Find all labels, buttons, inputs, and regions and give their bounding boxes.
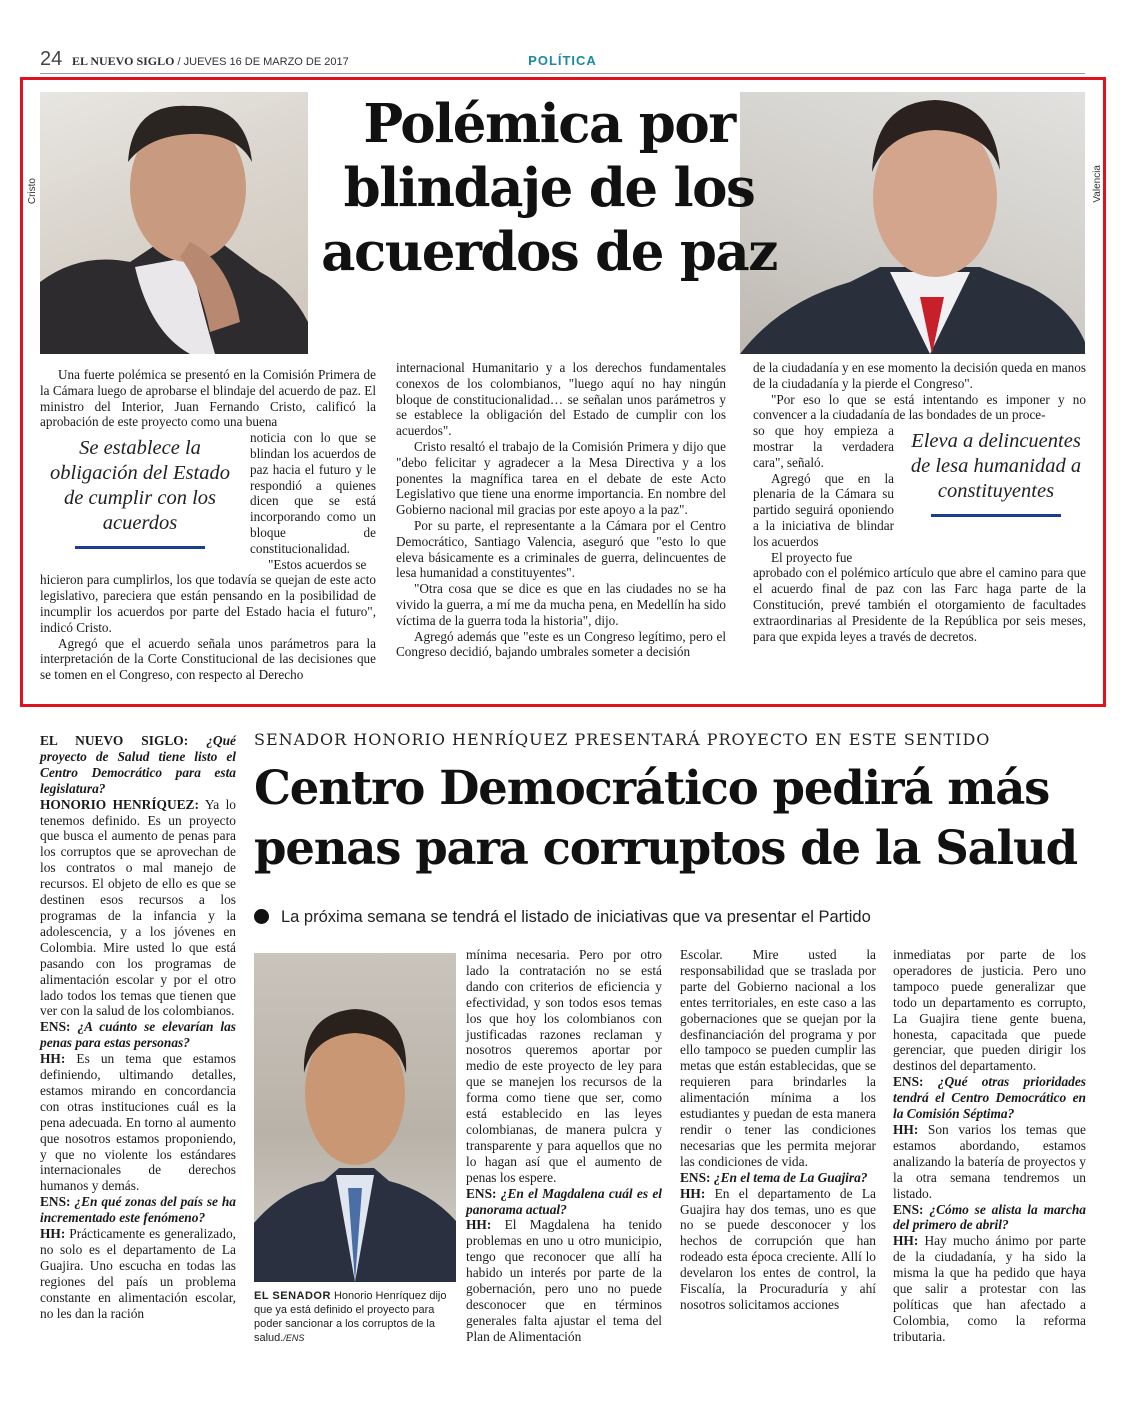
speaker-label: ENS:	[680, 1169, 711, 1185]
answer	[40, 1226, 236, 1321]
publication-name: EL NUEVO SIGLO	[72, 54, 175, 68]
answer	[680, 1186, 876, 1313]
answer: mínima necesaria. Pero por otro lado la contratación no se está dando con criterios de eficiencia y efectividad, y son todos esos temas los que hoy los colombianos con justificadas razones reclaman y nosotros queremos aportar por medio de este proyecto de ley para que se manejen los recursos de la forma como tiene que ser, como está establecido en las leyes colombianas, de manera pulcra y transparente y para aquellos que no lo hagan así que el aumento de penas los espere.	[466, 947, 662, 1185]
question-text: ¿Cómo se alista la marcha del primero de abril?	[893, 1201, 1086, 1233]
subhead-text: La próxima semana se tendrá el listado de iniciativas que va presentar el Partido	[281, 908, 871, 926]
caption-credit: /ENS	[283, 1333, 305, 1343]
answer-text: El Magdalena ha tenido problemas en uno u otro municipio, tengo que reconocer que allí ha habido un interés por parte de la gobernación, pero uno no puede desconocer que en términos generales falta ajustar el tema del Plan de Alimentación	[466, 1217, 662, 1344]
article-2-kicker: SENADOR HONORIO HENRÍQUEZ PRESENTARÁ PROYECTO EN ESTE SENTIDO	[254, 730, 991, 749]
pull-quote-right: Eleva a delincuentes de lesa humanidad a constituyentes	[906, 429, 1086, 517]
speaker-label: HH:	[40, 1226, 66, 1242]
answer	[40, 797, 236, 1020]
paragraph: internacional Humanitario y a los derechos fundamentales conexos de los colombianos, "luego aquí no hay ningún bloque de constitucionalidad… se señalan unos parámetros y se establece la obligación del Estado de cumplir con los acuerdos".	[396, 360, 726, 439]
speaker-label: EL NUEVO SIGLO:	[40, 733, 189, 748]
question-text: ¿Qué proyecto de Salud tiene listo el Centro Democrático para esta legislatura?	[40, 733, 236, 796]
article-2-column-2	[466, 947, 662, 1345]
cristo-photo	[40, 92, 308, 354]
paragraph: "Otra cosa que se dice es que en las ciudades no se ha vivido la guerra, a mí me da mucha pena, en Medellín ha sido víctima de la guerra toda la historia", dijo.	[396, 581, 726, 628]
valencia-photo	[740, 92, 1085, 354]
valencia-photo-credit: Valencia	[1092, 165, 1103, 203]
paragraph-wrap: so que hoy empieza a mostrar la verdadera cara", señaló.	[753, 423, 894, 470]
paragraph-wrap: El proyecto fue	[771, 549, 853, 565]
bullet-icon	[254, 909, 269, 924]
speaker-label: HH:	[893, 1121, 919, 1137]
paragraph-wrap: "Estos acuerdos se	[268, 556, 367, 572]
answer-text: Es un tema que estamos definiendo, ultimando detalles, estamos mirando en concordancia con otras instituciones cuál es la pena adecuada. En torno al aumento que nosotros estamos proponiendo, y que no violente los estándares internacionales de derechos humanos y demás.	[40, 1051, 236, 1194]
section-label: POLÍTICA	[528, 53, 597, 68]
paragraph: Una fuerte polémica se presentó en la Comisión Primera de la Cámara luego de aprobarse el blindaje del acuerdo de paz. El ministro del Interior, Juan Fernando Cristo, calificó la aprobación de este proyecto como una buena	[40, 367, 376, 430]
paragraph: Agregó además que "este es un Congreso legítimo, pero el Congreso decidió, bajando umbrales someter a decisión	[396, 628, 726, 660]
speaker-label: ENS:	[893, 1074, 924, 1090]
article-1-column-1	[40, 367, 376, 683]
article-2-subhead	[254, 908, 1114, 927]
answer	[893, 1122, 1086, 1202]
question	[680, 1170, 876, 1186]
article-2-column-4	[893, 947, 1086, 1345]
question-text: ¿En qué zonas del país se ha incrementado este fenómeno?	[40, 1194, 236, 1226]
pull-quote-left: Se establece la obligación del Estado de cumplir con los acuerdos	[40, 436, 240, 549]
answer: inmediatas por parte de los operadores de justicia. Pero uno tampoco puede generalizar que todo un departamento es corrupto, La Guajira tiene gente buena, honesta, capacitada que puede gerenciar, que pueden dirigir los destinos del departamento.	[893, 947, 1086, 1074]
question-text: ¿A cuánto se elevarían las penas para estas personas?	[40, 1019, 237, 1051]
question-text: ¿Qué otras prioridades tendrá el Centro Democrático en la Comisión Séptima?	[893, 1074, 1086, 1122]
answer-text: Hay mucho ánimo por parte de la ciudadanía, y ha sido la misma la que ha pedido que haya que salir a protestar con las políticas que han afectado a Colombia, como la reforma tributaria.	[893, 1233, 1086, 1344]
speaker-label: ENS:	[466, 1185, 497, 1201]
publication-date: / JUEVES 16 DE MARZO DE 2017	[177, 56, 349, 68]
answer-text: Ya lo tenemos definido. Es un proyecto que busca el aumento de penas para los corruptos que se aprovechan de los contratos o mal manejo de recursos. El objeto de ello es que se destinen esos recursos a los programas de la infancia y la adolescencia, y a los jóvenes en Colombia. Mire usted lo que está pasando con los programas de alimentación escolar y por el otro lado todos los temas que tienen que ver con la salud de los colombianos.	[40, 796, 236, 1019]
paragraph-wrap: noticia con lo que se blindan los acuerdos de paz hacia el futuro y le respondió a quienes dicen que se está incorporando como un bloque de constitucionalidad.	[250, 430, 376, 556]
caption-text: Honorio Henríquez dijo que ya está definido el proyecto para poder sancionar a los corruptos de la salud.	[254, 1290, 447, 1344]
question	[40, 733, 236, 797]
answer	[40, 1051, 236, 1194]
speaker-label: HH:	[466, 1217, 492, 1233]
paragraph: "Por eso lo que se está intentando es imponer y no convencer a la ciudadanía de las bondades de un proce-	[753, 391, 1086, 423]
question	[40, 1194, 236, 1226]
speaker-label: HH:	[893, 1233, 919, 1249]
paragraph: hicieron para cumplirlos, los que todavía se quejan de este acto legislativo, pareciera que están pensando en la posibilidad de incumplir los acuerdos por parte del Estado hacia el futuro", indicó Cristo.	[40, 572, 376, 635]
question-text: ¿En el tema de La Guajira?	[713, 1169, 868, 1185]
article-2-column-1	[40, 733, 236, 1322]
article-2-headline: Centro Democrático pedirá más penas para corruptos de la Salud	[254, 760, 1077, 875]
page-number: 24	[40, 48, 63, 70]
answer-text: Prácticamente es generalizado, no solo es el departamento de La Guajira. Uno escucha en todas las regiones del país un problema constante en alimentación escolar, no les dan la ración	[40, 1226, 236, 1321]
paragraph: Cristo resaltó el trabajo de la Comisión Primera y dijo que "debo felicitar y agradecer a la Mesa Directiva y a los ponentes la magnífica tarea en el debate de este Acto Legislativo que tiene una enorme importancia. En nombre del Gobierno nacional mil gracias por este apoyo a la paz".	[396, 438, 726, 518]
answer	[893, 1233, 1086, 1344]
page-header	[40, 48, 1085, 74]
speaker-label: ENS:	[40, 1019, 71, 1035]
question	[466, 1186, 662, 1218]
question-text: ¿En el Magdalena cuál es el panorama actual?	[466, 1185, 662, 1217]
paragraph: de la ciudadanía y en ese momento la decisión queda en manos de la ciudadanía y la pierde el Congreso".	[753, 360, 1086, 391]
paragraph: Por su parte, el representante a la Cámara por el Centro Democrático, Santiago Valencia, aseguró que "esto lo que eleva básicamente es a criminales de guerra, delincuentes de lesa humanidad a constituyentes".	[396, 517, 726, 581]
speaker-label: ENS:	[40, 1194, 71, 1210]
article-1-headline: Polémica por blindaje de los acuerdos de paz	[321, 93, 777, 283]
paragraph-wrap: Agregó que en la plenaria de la Cámara su partido seguirá oponiendo a la iniciativa de blindar los acuerdos	[753, 470, 894, 549]
paragraph: aprobado con el polémico artículo que abre el camino para que el acuerdo final de paz con las Farc haga parte de la Constitución, prevé también el otorgamiento de facultades extraordinarias al Presidente de la República por seis meses, para que expida leyes a través de decretos.	[753, 565, 1086, 644]
paragraph: Agregó que el acuerdo señala unos parámetros para la interpretación de la Corte Constitucional de las decisiones que se tomen en el Congreso, con respecto al Derecho	[40, 635, 376, 683]
caption-lead: EL SENADOR	[254, 1290, 331, 1302]
answer	[466, 1217, 662, 1344]
speaker-label: HH:	[680, 1185, 706, 1201]
article-1-column-3	[753, 360, 1086, 644]
senator-photo	[254, 953, 456, 1282]
senator-photo-caption	[254, 1289, 456, 1345]
question	[40, 1019, 236, 1051]
article-2-column-3	[680, 947, 876, 1313]
answer: Escolar. Mire usted la responsabilidad que se traslada por parte del Gobierno nacional a los entes territoriales, en este caso a las gobernaciones que se quejan por la desfinanciación del programa y por ello tampoco se pueden cumplir las metas que están establecidas, que se requieren para brindarles la alimentación mínima a los estudiantes y puedan de esta manera rendir o tener las condiciones necesarias que les permita mejorar las condiciones de vida.	[680, 947, 876, 1169]
question	[893, 1074, 1086, 1122]
answer-text: En el departamento de La Guajira hay dos temas, uno es que no se puede desconocer y los hechos de corrupción que han rodeado esta época creciente. Allí lo develaron los entes de control, la Fiscalía, la Procuraduría y ahí nosotros solicitamos acciones	[680, 1185, 876, 1312]
cristo-photo-credit: Cristo	[27, 178, 38, 205]
article-1-column-2	[396, 360, 726, 660]
speaker-label: HONORIO HENRÍQUEZ:	[40, 796, 199, 812]
question	[893, 1202, 1086, 1234]
speaker-label: HH:	[40, 1051, 66, 1067]
speaker-label: ENS:	[893, 1201, 924, 1217]
answer-text: Son varios los temas que estamos abordando, estamos analizando la batería de proyectos y la otra semana tendremos un listado.	[893, 1121, 1086, 1201]
